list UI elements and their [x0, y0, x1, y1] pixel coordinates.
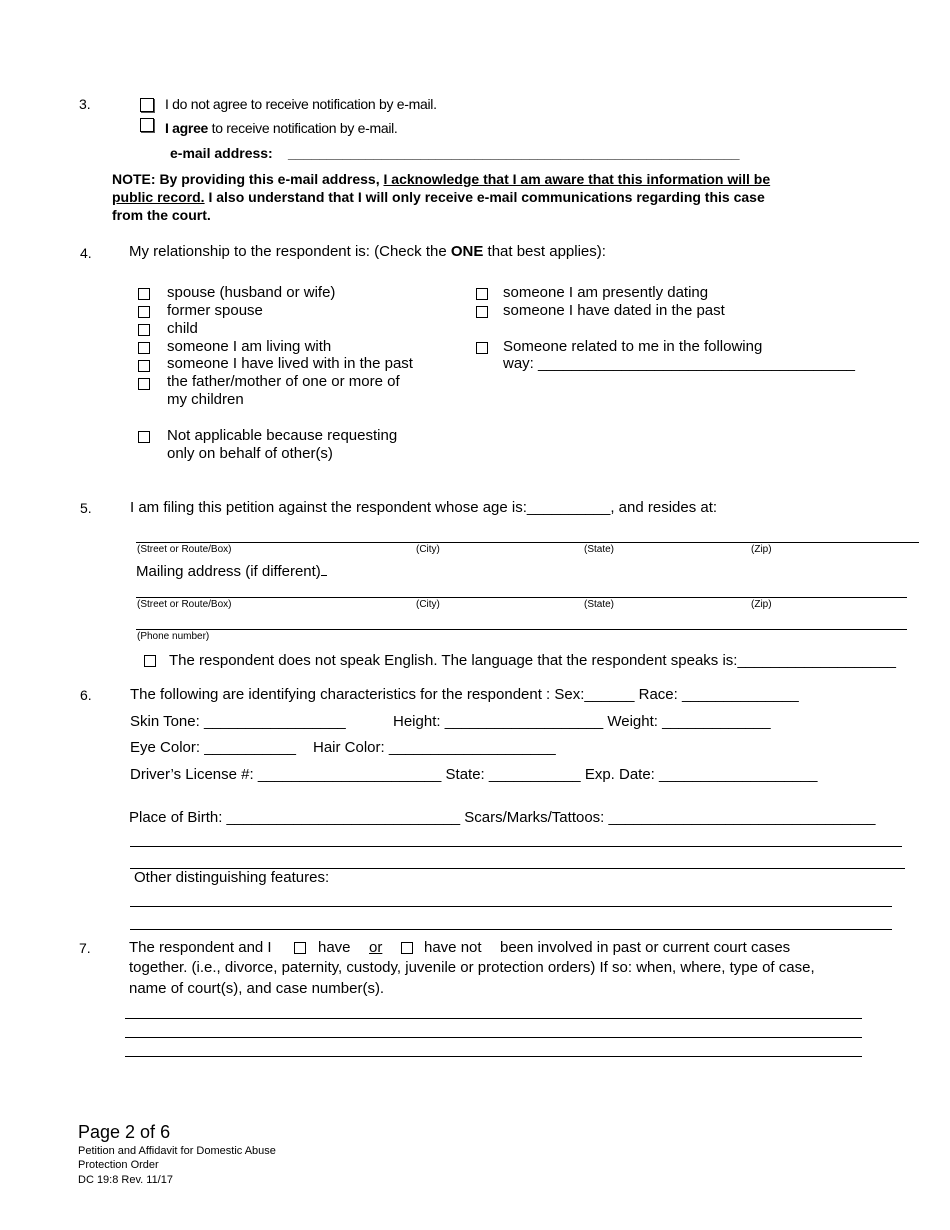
- zip-label: (Zip): [751, 599, 772, 610]
- email-disagree-label: I do not agree to receive notification by e-mail.: [165, 96, 437, 112]
- city-label: (City): [416, 544, 440, 555]
- sex-race-fields[interactable]: The following are identifying characteristics for the respondent : Sex:______ Race: ______________: [130, 686, 799, 703]
- relationship-option: someone I have dated in the past: [503, 302, 725, 319]
- court-cases-answer-line-2[interactable]: [125, 1037, 862, 1038]
- form-title-2: Protection Order: [78, 1159, 159, 1171]
- street-label: (Street or Route/Box): [137, 544, 232, 555]
- scars-continuation-line[interactable]: [130, 846, 902, 847]
- note-line-2: public record. I also understand that I will only receive e-mail communications regarding this case: [112, 189, 765, 205]
- email-address-field[interactable]: __________________________________________________________: [288, 145, 740, 161]
- relationship-prompt: My relationship to the respondent is: (Check the ONE that best applies):: [129, 243, 606, 260]
- birth-scars-fields[interactable]: Place of Birth: ____________________________ Scars/Marks/Tattoos: ________________________________: [129, 809, 876, 826]
- child-checkbox[interactable]: [138, 324, 150, 336]
- item-5-number: 5.: [80, 500, 92, 516]
- residence-address-line[interactable]: [136, 542, 919, 543]
- related-label-1: Someone related to me in the following: [503, 338, 763, 355]
- item-3-number: 3.: [79, 96, 91, 112]
- court-cases-line-2: together. (i.e., divorce, paternity, custody, juvenile or protection orders) If so: when, where, type of case,: [129, 959, 815, 976]
- item-6-number: 6.: [80, 687, 92, 703]
- skin-tone-field[interactable]: Skin Tone: _________________: [130, 713, 346, 730]
- item-4-number: 4.: [80, 245, 92, 261]
- relationship-option: child: [167, 320, 198, 337]
- relationship-option: someone I have lived with in the past: [167, 355, 413, 372]
- parent-of-children-checkbox[interactable]: [138, 378, 150, 390]
- court-cases-answer-line-1[interactable]: [125, 1018, 862, 1019]
- relationship-option-cont: my children: [167, 391, 244, 408]
- relationship-option: former spouse: [167, 302, 263, 319]
- former-spouse-checkbox[interactable]: [138, 306, 150, 318]
- email-agree-checkbox[interactable]: [140, 118, 154, 132]
- have-label: have: [318, 939, 351, 956]
- court-cases-pre: The respondent and I: [129, 939, 272, 956]
- related-way-field[interactable]: way: ______________________________________: [503, 355, 856, 372]
- eye-color-field[interactable]: Eye Color: ___________: [130, 739, 296, 756]
- zip-label: (Zip): [751, 544, 772, 555]
- or-label: or: [369, 939, 383, 956]
- email-agree-label: I agree to receive notification by e-mail.: [165, 120, 398, 136]
- relationship-option: someone I am living with: [167, 338, 332, 355]
- have-not-label: have not: [424, 939, 482, 956]
- have-checkbox[interactable]: [294, 942, 306, 954]
- lived-with-past-checkbox[interactable]: [138, 360, 150, 372]
- street-label: (Street or Route/Box): [137, 599, 232, 610]
- hair-color-field[interactable]: Hair Color: ____________________: [313, 739, 556, 756]
- court-cases-line-3: name of court(s), and case number(s).: [129, 980, 385, 997]
- email-disagree-checkbox[interactable]: [140, 98, 154, 112]
- city-label: (City): [416, 599, 440, 610]
- note-line-1: NOTE: By providing this e-mail address, I acknowledge that I am aware that this information will be: [112, 171, 771, 187]
- have-not-checkbox[interactable]: [401, 942, 413, 954]
- relationship-option: someone I am presently dating: [503, 284, 709, 301]
- court-cases-post: been involved in past or current court cases: [500, 939, 791, 956]
- item-7-number: 7.: [79, 940, 91, 956]
- form-id: DC 19:8 Rev. 11/17: [78, 1174, 173, 1186]
- no-english-label: The respondent does not speak English. The language that the respondent speaks is:___________________: [169, 652, 896, 669]
- other-features-line-1[interactable]: [130, 906, 892, 907]
- height-weight-fields[interactable]: Height: ___________________ Weight: _____________: [393, 713, 771, 730]
- note-line-3: from the court.: [112, 207, 211, 223]
- not-applicable-label-2: only on behalf of other(s): [167, 445, 333, 462]
- other-features-label: Other distinguishing features:: [134, 869, 330, 886]
- relationship-option: spouse (husband or wife): [167, 284, 336, 301]
- other-features-line-2[interactable]: [130, 929, 892, 930]
- presently-dating-checkbox[interactable]: [476, 288, 488, 300]
- phone-line[interactable]: [136, 629, 907, 630]
- page-number: Page 2 of 6: [78, 1122, 171, 1142]
- spouse-checkbox[interactable]: [138, 288, 150, 300]
- living-with-checkbox[interactable]: [138, 342, 150, 354]
- state-label: (State): [584, 599, 615, 610]
- dated-past-checkbox[interactable]: [476, 306, 488, 318]
- phone-label: (Phone number): [137, 631, 210, 642]
- email-address-label: e-mail address:: [170, 145, 273, 161]
- no-english-checkbox[interactable]: [144, 655, 156, 667]
- drivers-license-fields[interactable]: Driver’s License #: ______________________ State: ___________ Exp. Date: ___________________: [130, 766, 818, 783]
- relationship-option: the father/mother of one or more of: [167, 373, 400, 390]
- related-checkbox[interactable]: [476, 342, 488, 354]
- not-applicable-checkbox[interactable]: [138, 431, 150, 443]
- filing-statement: I am filing this petition against the respondent whose age is:__________, and resides at:: [130, 499, 718, 516]
- state-label: (State): [584, 544, 615, 555]
- mailing-address-label: Mailing address (if different): [136, 563, 327, 581]
- mailing-address-line[interactable]: [136, 597, 907, 598]
- form-title-1: Petition and Affidavit for Domestic Abuse: [78, 1145, 276, 1157]
- not-applicable-label-1: Not applicable because requesting: [167, 427, 398, 444]
- court-cases-answer-line-3[interactable]: [125, 1056, 862, 1057]
